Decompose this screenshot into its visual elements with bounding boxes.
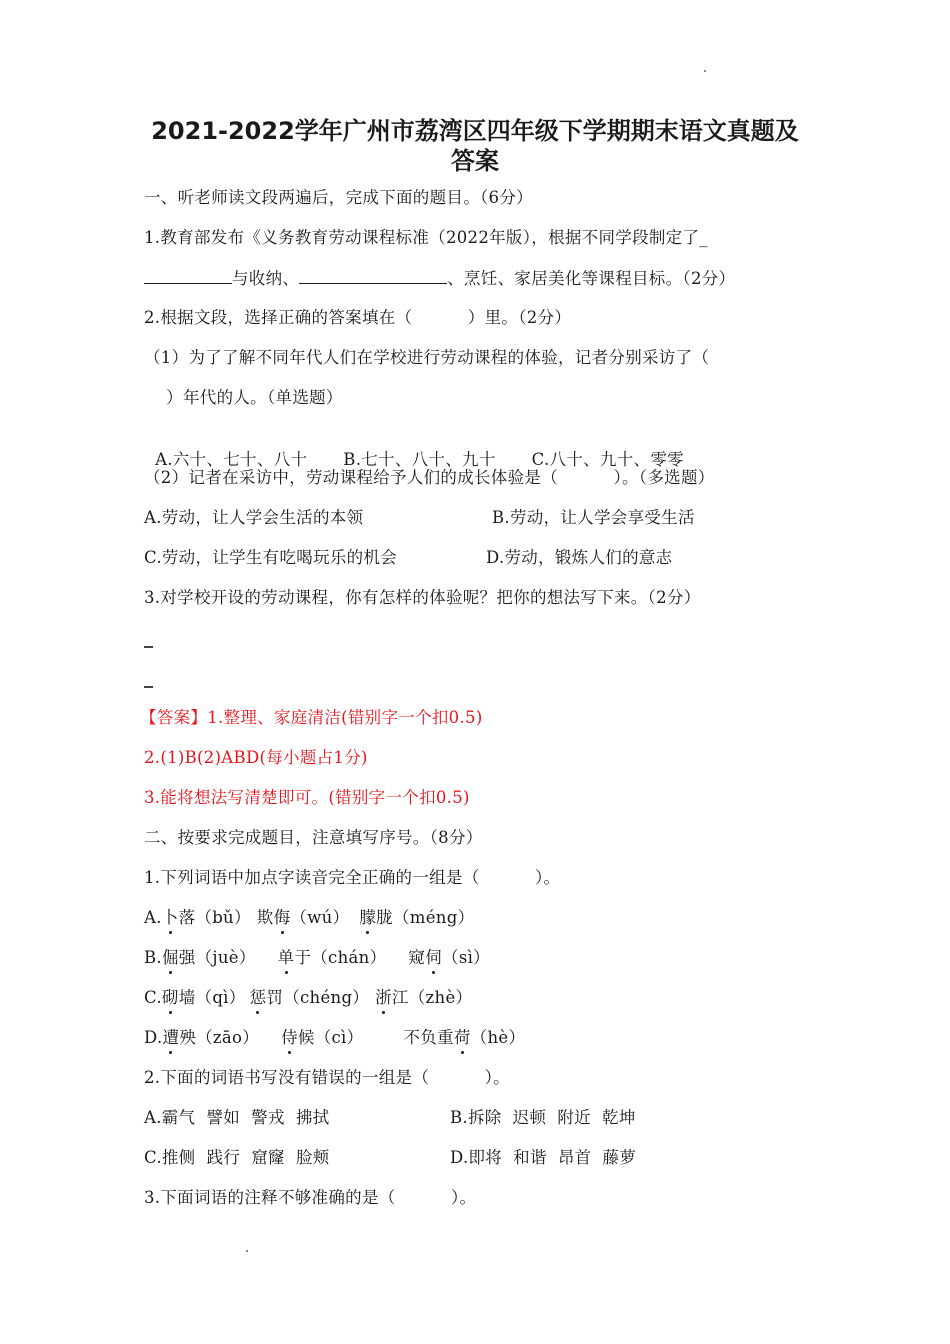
scan-dot-top (704, 70, 706, 72)
page-title (120, 116, 830, 176)
answer-line-2 (144, 686, 153, 688)
option-b: B.七十、八十、九十 (343, 450, 496, 469)
s1-q2-stem: 2.根据文段，选择正确的答案填在（ ）里。（2分） (144, 308, 572, 327)
s2-q1-option-c: C.砌墙（qì） 惩罚（chéng） 浙江（zhè） (144, 988, 473, 1007)
s1-q2-sub1-options (144, 427, 684, 471)
s1-q3-stem: 3.对学校开设的劳动课程，你有怎样的体验呢？把你的想法写下来。（2分） (144, 588, 701, 607)
scan-dot-bottom (246, 1250, 248, 1252)
s2-q1-option-b: B.倔强（juè） 单于（chán） 窥伺（sì） (144, 948, 490, 967)
section2-heading: 二、按要求完成题目，注意填写序号。（8分） (144, 828, 483, 847)
s1-q2-sub2-option-c: C.劳动，让学生有吃喝玩乐的机会 (144, 548, 398, 567)
section1-heading: 一、听老师读文段两遍后，完成下面的题目。（6分） (144, 188, 533, 207)
s1-q2-sub2-stem: （2）记者在采访中，劳动课程给予人们的成长体验是（ ）。（多选题） (144, 468, 715, 487)
s2-q2-option-c: C.推侧 践行 窟窿 脸颊 (144, 1148, 330, 1167)
s2-q3-stem: 3.下面词语的注释不够准确的是（ ）。 (144, 1188, 477, 1207)
s1-q1-line1: 1.教育部发布《义务教育劳动课程标准（2022年版），根据不同学段制定了_ (144, 228, 708, 247)
s1-q2-sub1-line1: （1）为了了解不同年代人们在学校进行劳动课程的体验，记者分别采访了（ (144, 348, 710, 367)
s2-q1-stem: 1.下列词语中加点字读音完全正确的一组是（ ）。 (144, 868, 561, 887)
title-line-2: 答案 (451, 147, 499, 175)
s2-q2-option-d: D.即将 和谐 昂首 藤萝 (450, 1148, 637, 1167)
s1-q2-sub2-option-d: D.劳动，锻炼人们的意志 (486, 548, 673, 567)
answer-label: 【答案】 (140, 708, 208, 727)
answer-line1: 【答案】1.整理、家庭清洁(错别字一个扣0.5) (140, 708, 483, 727)
s2-q1-option-d: D.遭殃（zāo） 侍候（cì） 不负重荷（hè） (144, 1028, 526, 1047)
option-a: A.六十、七十、八十 (155, 450, 308, 469)
s1-q1-line2: 与收纳、 、烹饪、家居美化等课程目标。（2分） (144, 267, 735, 290)
s1-q2-sub2-option-b: B.劳动，让人学会享受生活 (492, 508, 695, 527)
option-c: C.八十、九十、零零 (531, 450, 684, 469)
answer-line3: 3.能将想法写清楚即可。(错别字一个扣0.5) (144, 788, 470, 807)
answer-line-1 (144, 646, 153, 648)
fill-blank-1[interactable] (144, 267, 232, 284)
answer-line2: 2.(1)B(2)ABD(每小题占1分) (144, 748, 368, 767)
s2-q2-stem: 2.下面的词语书写没有错误的一组是（ ）。 (144, 1068, 510, 1087)
s2-q2-option-a: A.霸气 譬如 警戎 拂拭 (144, 1108, 330, 1127)
s1-q2-sub2-option-a: A.劳动，让人学会生活的本领 (144, 508, 364, 527)
s2-q2-option-b: B.拆除 迟顿 附近 乾坤 (450, 1108, 636, 1127)
s1-q2-sub1-line2: ）年代的人。（单选题） (144, 388, 343, 407)
s2-q1-option-a: A.卜落（bǔ） 欺侮（wú） 朦胧（méng） (144, 908, 475, 927)
fill-blank-2[interactable] (299, 267, 447, 284)
title-line-1: 2021-2022学年广州市荔湾区四年级下学期期末语文真题及 (151, 117, 799, 145)
